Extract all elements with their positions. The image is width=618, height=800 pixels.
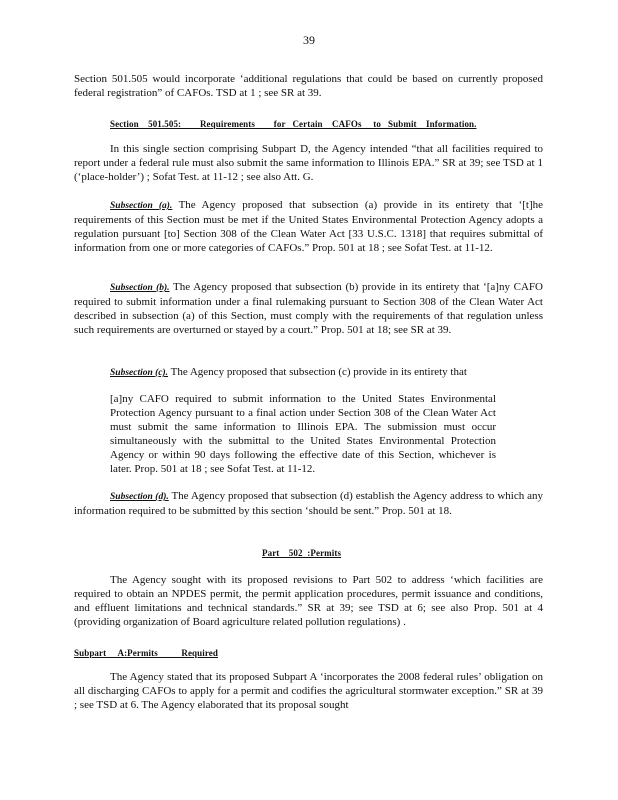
block-quote-subsection-c: [a]ny CAFO required to submit information to the United States Environmental Protection Agency pursuant to a final action under Section 308 of the Clean Water Act must submit the same information to Illinois EPA. The submission must occur simultaneously with the submittal to the United States Environmental Protection Agency or within 90 days following the effective date of this Section, whichever is later. Prop. 501 at 18 ; see Sofat Test. at 11-12. xyxy=(110,393,496,475)
subsection-d-label: Subsection (d). xyxy=(110,492,169,502)
paragraph-subsection-a xyxy=(74,198,543,255)
page-number: 39 xyxy=(303,33,315,47)
paragraph-subpart-a: The Agency stated that its proposed Subpart A ‘incorporates the 2008 federal rules’ obligation on all discharging CAFOs to apply for a permit and codifies the agricultural stormwater exception.” SR at 39 ; see TSD at 6. The Agency elaborated that its proposal sought xyxy=(74,671,543,711)
subsection-c-label: Subsection (c). xyxy=(110,368,169,378)
paragraph-subsection-b xyxy=(74,280,543,337)
subsection-a-label: Subsection (a). xyxy=(110,201,173,211)
paragraph-part-502: The Agency sought with its proposed revisions to Part 502 to address ‘which facilities are required to obtain an NPDES permit, the permit application procedures, permit issuance and conditions, and effluent limitations and technical standards.” SR at 39; see TSD at 6; see also Prop. 501 at 4 (providing organization of Board agriculture related pollution regulations) . xyxy=(74,574,543,628)
subsection-c-text: The Agency proposed that subsection (c) provide in its entirety that xyxy=(168,366,467,378)
subsection-b-text: The Agency proposed that subsection (b) provide in its entirety that ‘[a]ny CAFO required to submit information under a final rulemaking pursuant to Section 308 of the Clean Water Act described in subsection (a) of this Section, must comply with the requirements of that regulation unless such requirements are overturned or stayed by a court.” Prop. 501 at 18; see SR at 39. xyxy=(74,281,543,336)
section-501-505-heading: Section 501.505: Requirements for Certain CAFOs to Submit Information. xyxy=(110,119,477,129)
part-502-heading: Part 502 :Permits xyxy=(262,548,342,558)
subpart-a-heading: Subpart A:Permits Required xyxy=(74,648,218,658)
paragraph-section-501-505-intro: Section 501.505 would incorporate ‘additional regulations that could be based on currently proposed federal registration” of CAFOs. TSD at 1 ; see SR at 39. xyxy=(74,73,543,99)
subsection-a-text: The Agency proposed that subsection (a) provide in its entirety that ‘[t]he requirements of this Section must be met if the United States Environmental Protection Agency adopts a regulation pursuant [to] Section 308 of the Clean Water Act [33 U.S.C. 1318] that requires submittal of information from one or more categories of CAFOs.” Prop. 501 at 18 ; see Sofat Test. at 11-12. xyxy=(74,199,543,254)
subsection-d-text: The Agency proposed that subsection (d) establish the Agency address to which any information required to be submitted by this section ‘should be sent.” Prop. 501 at 18. xyxy=(74,490,543,517)
paragraph-subpart-d: In this single section comprising Subpart D, the Agency intended “that all facilities required to report under a federal rule must also submit the same information to Illinois EPA.” SR at 39; see TSD at 1 (‘place-holder’) ; Sofat Test. at 11-12 ; see also Att. G. xyxy=(74,143,543,183)
paragraph-subsection-d xyxy=(74,489,543,518)
paragraph-subsection-c xyxy=(74,365,543,380)
subsection-b-label: Subsection (b). xyxy=(110,283,170,293)
